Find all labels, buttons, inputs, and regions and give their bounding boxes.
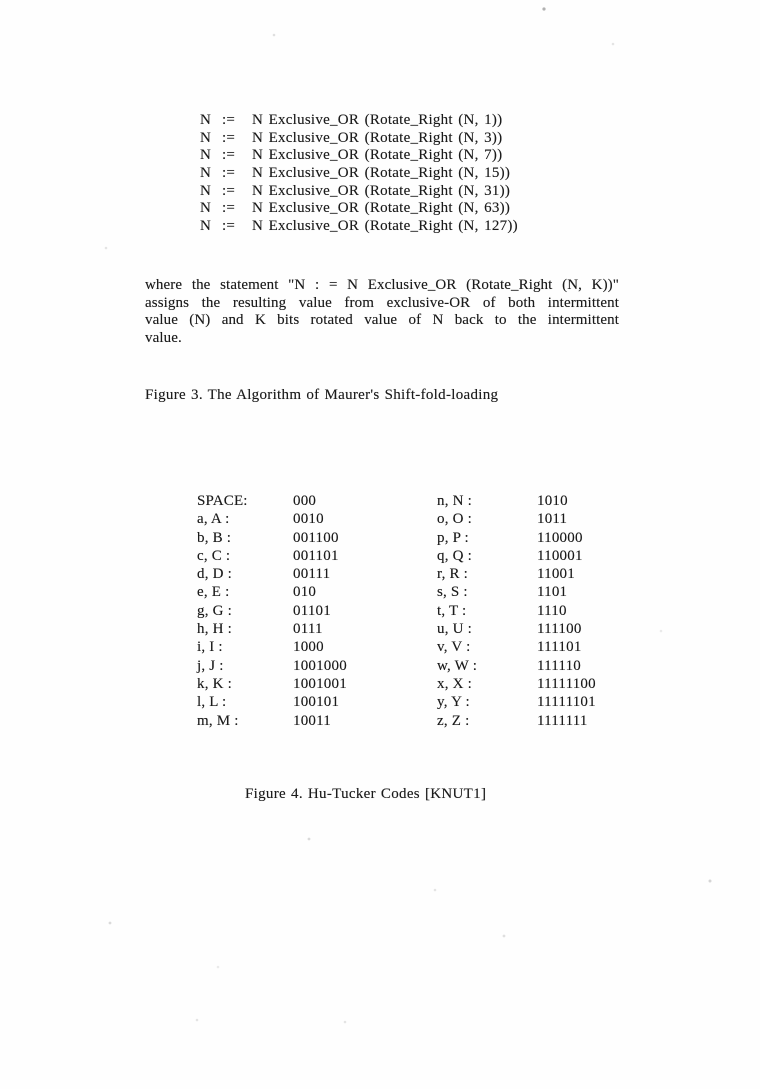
code-label: e, E :: [197, 584, 230, 601]
table-row: [197, 602, 437, 620]
code-value: 0010: [293, 511, 324, 528]
algorithm-line: [200, 200, 518, 218]
code-label: r, R :: [437, 566, 469, 583]
algorithm-line: [200, 130, 518, 148]
code-label: i, I :: [197, 639, 223, 656]
assignment-operator: :=: [222, 129, 236, 146]
assignment-expression: N Exclusive_OR (Rotate_Right (N, 15)): [252, 165, 511, 182]
code-value: 01101: [293, 602, 331, 619]
code-value: 111100: [537, 621, 582, 638]
code-value: 1110: [537, 602, 567, 619]
assignment-target: N: [200, 112, 212, 128]
table-row: [437, 638, 657, 656]
code-label: h, H :: [197, 621, 232, 638]
code-value: 0111: [293, 621, 323, 638]
code-value: 110001: [537, 547, 583, 564]
code-label: o, O :: [437, 511, 472, 528]
assignment-operator: :=: [222, 112, 236, 128]
table-row: [437, 657, 657, 675]
code-label: z, Z :: [437, 712, 470, 729]
code-value: 00111: [293, 566, 331, 583]
code-value: 001101: [293, 547, 339, 564]
assignment-expression: N Exclusive_OR (Rotate_Right (N, 127)): [252, 218, 518, 235]
code-label: j, J :: [197, 657, 224, 674]
code-value: 10011: [293, 712, 331, 729]
table-row: [197, 675, 437, 693]
code-value: 111101: [537, 639, 582, 656]
table-row: [197, 529, 437, 547]
code-label: n, N :: [437, 493, 472, 509]
paragraph-line: value (N) and K bits rotated value of N back to the intermittent: [145, 312, 619, 329]
paragraph-line: where the statement "N : = N Exclusive_OR (Rotate_Right (N, K))": [145, 277, 619, 293]
table-row: [197, 620, 437, 638]
code-value: 1011: [537, 511, 568, 528]
code-label: g, G :: [197, 602, 232, 619]
assignment-operator: :=: [222, 165, 236, 182]
code-label: s, S :: [437, 584, 468, 601]
table-row: [197, 547, 437, 565]
table-row: [197, 657, 437, 675]
code-value: 1001000: [293, 657, 347, 674]
algorithm-line: [200, 165, 518, 183]
code-label: t, T :: [437, 602, 467, 619]
table-row: [197, 638, 437, 656]
code-value: 11001: [537, 566, 575, 583]
code-label: v, V :: [437, 639, 471, 656]
table-row: [437, 529, 657, 547]
algorithm-block: [200, 112, 518, 236]
code-label: c, C :: [197, 547, 231, 564]
code-value: 1001001: [293, 675, 347, 692]
assignment-expression: N Exclusive_OR (Rotate_Right (N, 63)): [252, 200, 511, 217]
code-label: u, U :: [437, 621, 472, 638]
code-label: p, P :: [437, 529, 469, 546]
table-row: [197, 693, 437, 711]
code-value: 110000: [537, 529, 583, 546]
table-row: [197, 712, 437, 730]
assignment-target: N: [200, 165, 212, 182]
assignment-operator: :=: [222, 200, 236, 217]
assignment-operator: :=: [222, 218, 236, 235]
code-label: SPACE:: [197, 493, 248, 509]
code-value: 000: [293, 493, 317, 509]
table-row: [437, 583, 657, 601]
table-row: [197, 583, 437, 601]
table-row: [197, 565, 437, 583]
table-row: [197, 510, 437, 528]
code-value: 11111100: [537, 675, 596, 692]
code-label: l, L :: [197, 694, 227, 711]
code-value: 1111111: [537, 712, 588, 729]
table-row: [437, 712, 657, 730]
algorithm-line: [200, 147, 518, 165]
algorithm-line: [200, 183, 518, 201]
algorithm-line: [200, 112, 518, 130]
paragraph-line: assigns the resulting value from exclusive-OR of both intermittent: [145, 294, 619, 311]
table-row: [437, 547, 657, 565]
assignment-target: N: [200, 218, 212, 235]
code-value: 111110: [537, 657, 581, 674]
table-row: [437, 602, 657, 620]
assignment-target: N: [200, 147, 212, 164]
figure3-caption: Figure 3. The Algorithm of Maurer's Shift-fold-loading: [145, 387, 499, 403]
table-row: [437, 675, 657, 693]
code-label: k, K :: [197, 675, 232, 692]
assignment-target: N: [200, 129, 212, 146]
code-table-left-column: [197, 492, 437, 730]
code-label: m, M :: [197, 712, 239, 729]
code-value: 010: [293, 584, 317, 601]
assignment-expression: N Exclusive_OR (Rotate_Right (N, 3)): [252, 129, 503, 146]
code-label: x, X :: [437, 675, 472, 692]
code-value: 001100: [293, 529, 339, 546]
code-label: y, Y :: [437, 694, 470, 711]
table-row: [437, 565, 657, 583]
code-label: d, D :: [197, 566, 232, 583]
code-value: 11111101: [537, 694, 596, 711]
figure4-caption: Figure 4. Hu-Tucker Codes [KNUT1]: [245, 786, 487, 802]
assignment-operator: :=: [222, 182, 236, 199]
scan-noise: [0, 0, 2, 2]
table-row: [197, 492, 437, 510]
code-value: 100101: [293, 694, 340, 711]
assignment-expression: N Exclusive_OR (Rotate_Right (N, 1)): [252, 112, 503, 128]
code-value: 1010: [537, 493, 568, 509]
body-paragraph: [145, 277, 619, 347]
code-value: 1101: [537, 584, 568, 601]
table-row: [437, 693, 657, 711]
code-label: w, W :: [437, 657, 478, 674]
assignment-expression: N Exclusive_OR (Rotate_Right (N, 7)): [252, 147, 503, 164]
code-table-right-column: [437, 492, 657, 730]
assignment-target: N: [200, 200, 212, 217]
table-row: [437, 492, 657, 510]
assignment-operator: :=: [222, 147, 236, 164]
algorithm-line: [200, 218, 518, 236]
code-label: a, A :: [197, 511, 230, 528]
table-row: [437, 510, 657, 528]
code-value: 1000: [293, 639, 324, 656]
assignment-target: N: [200, 182, 212, 199]
code-label: q, Q :: [437, 547, 472, 564]
code-label: b, B :: [197, 529, 232, 546]
paragraph-line: value.: [145, 329, 182, 346]
hu-tucker-code-table: [197, 492, 657, 730]
assignment-expression: N Exclusive_OR (Rotate_Right (N, 31)): [252, 182, 511, 199]
table-row: [437, 620, 657, 638]
